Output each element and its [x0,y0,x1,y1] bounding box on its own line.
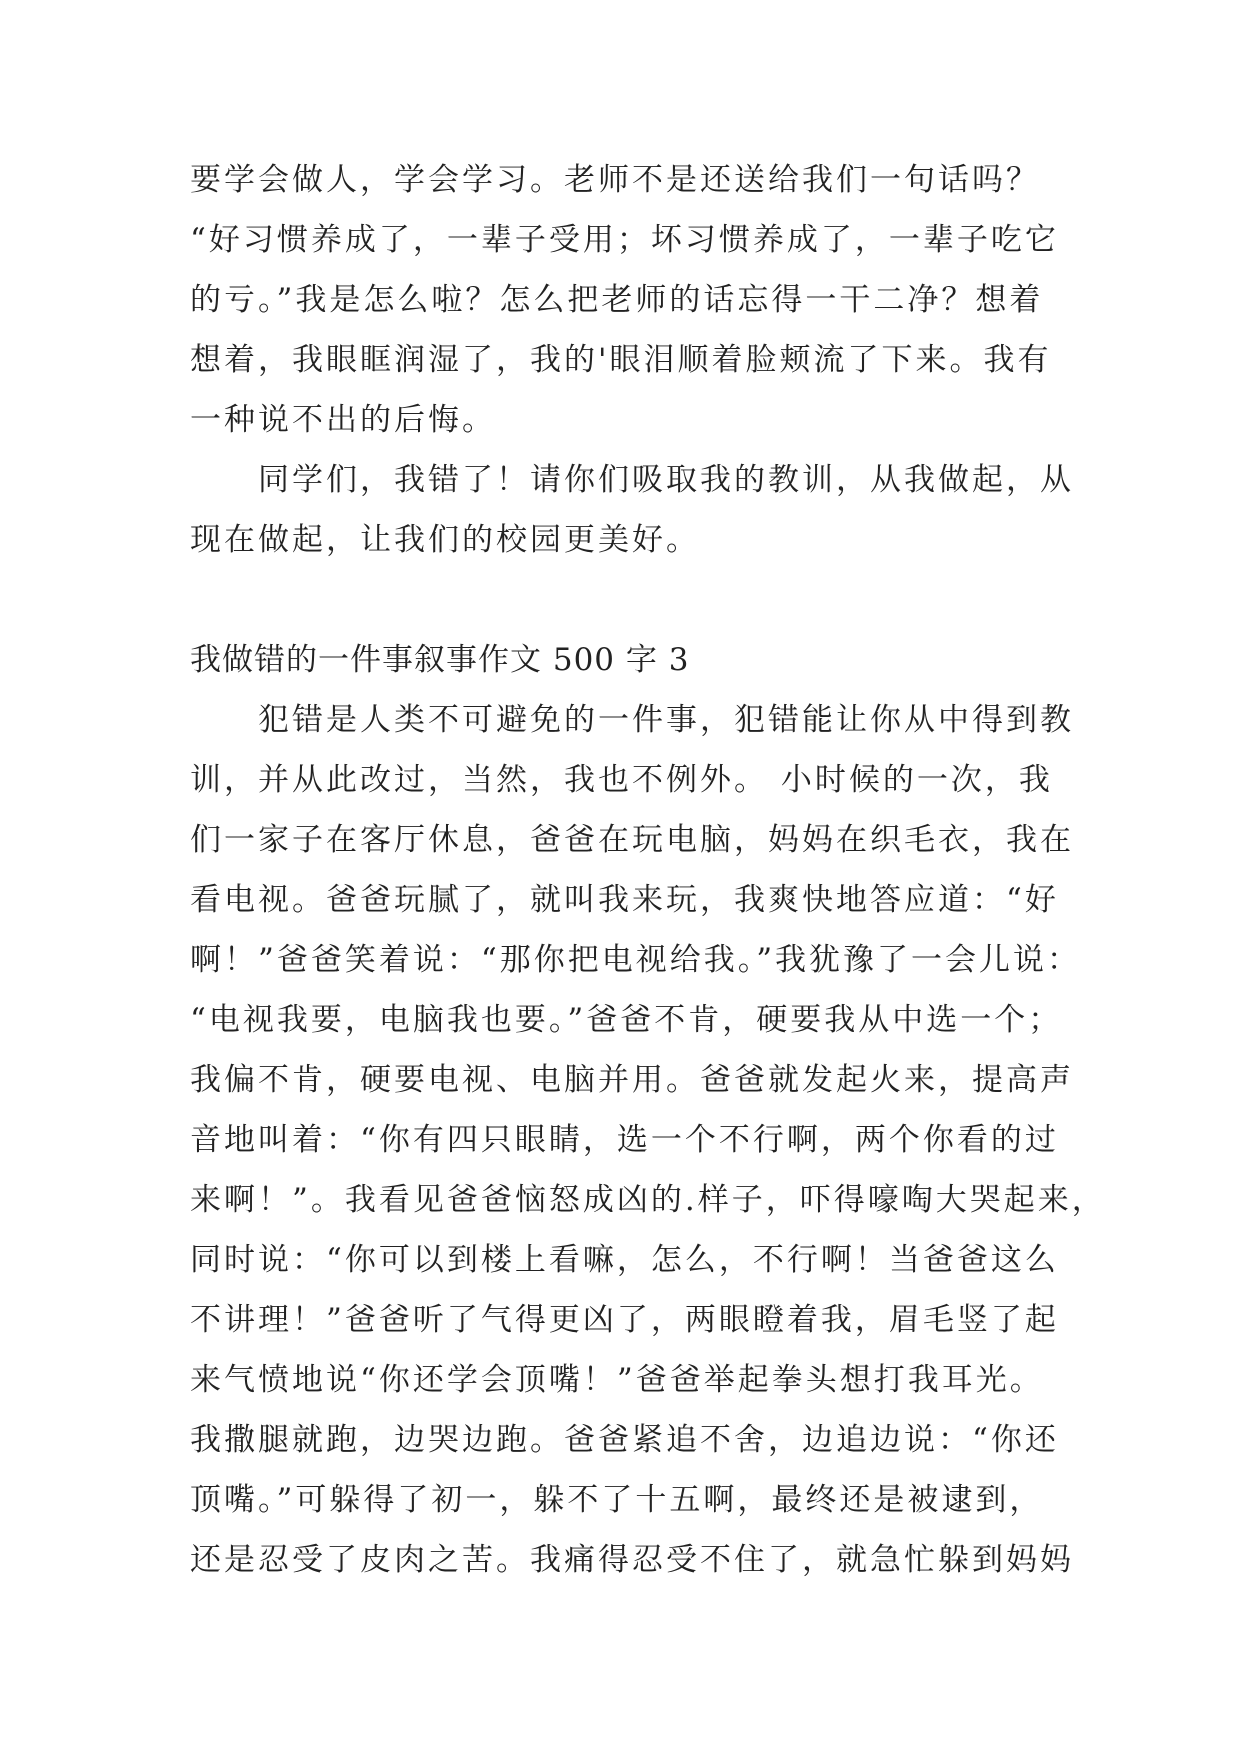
text-line: 音地叫着：“你有四只眼睛，选一个不行啊，两个你看的过 [190,1122,1059,1158]
text-line: 同时说：“你可以到楼上看嘛，怎么，不行啊！当爸爸这么 [190,1242,1059,1278]
text-line: 同学们，我错了！请你们吸取我的教训，从我做起，从 [190,462,1074,498]
text-line: 看电视。爸爸玩腻了，就叫我来玩，我爽快地答应道：“好 [190,882,1059,918]
text-line: 不讲理！”爸爸听了气得更凶了，两眼瞪着我，眉毛竖了起 [190,1302,1059,1338]
text-line: 的亏。”我是怎么啦？怎么把老师的话忘得一干二净？想着 [190,282,1044,318]
text-line: 我撒腿就跑，边哭边跑。爸爸紧追不舍，边追边说：“你还 [190,1422,1059,1458]
text-line: 们一家子在客厅休息，爸爸在玩电脑，妈妈在织毛衣，我在 [190,822,1074,858]
text-line: 现在做起，让我们的校园更美好。 [190,522,700,558]
text-line: 我偏不肯，硬要电视、电脑并用。爸爸就发起火来，提高声 [190,1062,1074,1098]
text-line: 来啊！”。我看见爸爸恼怒成凶的.样子，吓得嚎啕大哭起来， [190,1182,1106,1218]
section-heading: 我做错的一件事叙事作文 500 字 3 [190,642,690,678]
text-line: 啊！”爸爸笑着说：“那你把电视给我。”我犹豫了一会儿说： [190,942,1082,978]
text-line: 顶嘴。”可躲得了初一，躲不了十五啊，最终还是被逮到， [190,1482,1044,1518]
paragraph-gap [190,570,1090,630]
text-line: 犯错是人类不可避免的一件事，犯错能让你从中得到教 [190,702,1074,738]
document-body [190,150,1106,1590]
text-line: 来气愤地说“你还学会顶嘴！”爸爸举起拳头想打我耳光。 [190,1362,1044,1398]
text-line: 想着，我眼眶润湿了，我的'眼泪顺着脸颊流了下来。我有 [190,342,1052,378]
text-line: 一种说不出的后悔。 [190,402,496,438]
text-line: “好习惯养成了，一辈子受用；坏习惯养成了，一辈子吃它 [190,222,1059,258]
text-line: 训，并从此改过，当然，我也不例外。 小时候的一次，我 [190,762,1053,798]
text-line: 还是忍受了皮肉之苦。我痛得忍受不住了，就急忙躲到妈妈 [190,1542,1074,1578]
text-line: 要学会做人，学会学习。老师不是还送给我们一句话吗？ [190,162,1040,198]
text-line: “电视我要，电脑我也要。”爸爸不肯，硬要我从中选一个； [190,1002,1063,1038]
